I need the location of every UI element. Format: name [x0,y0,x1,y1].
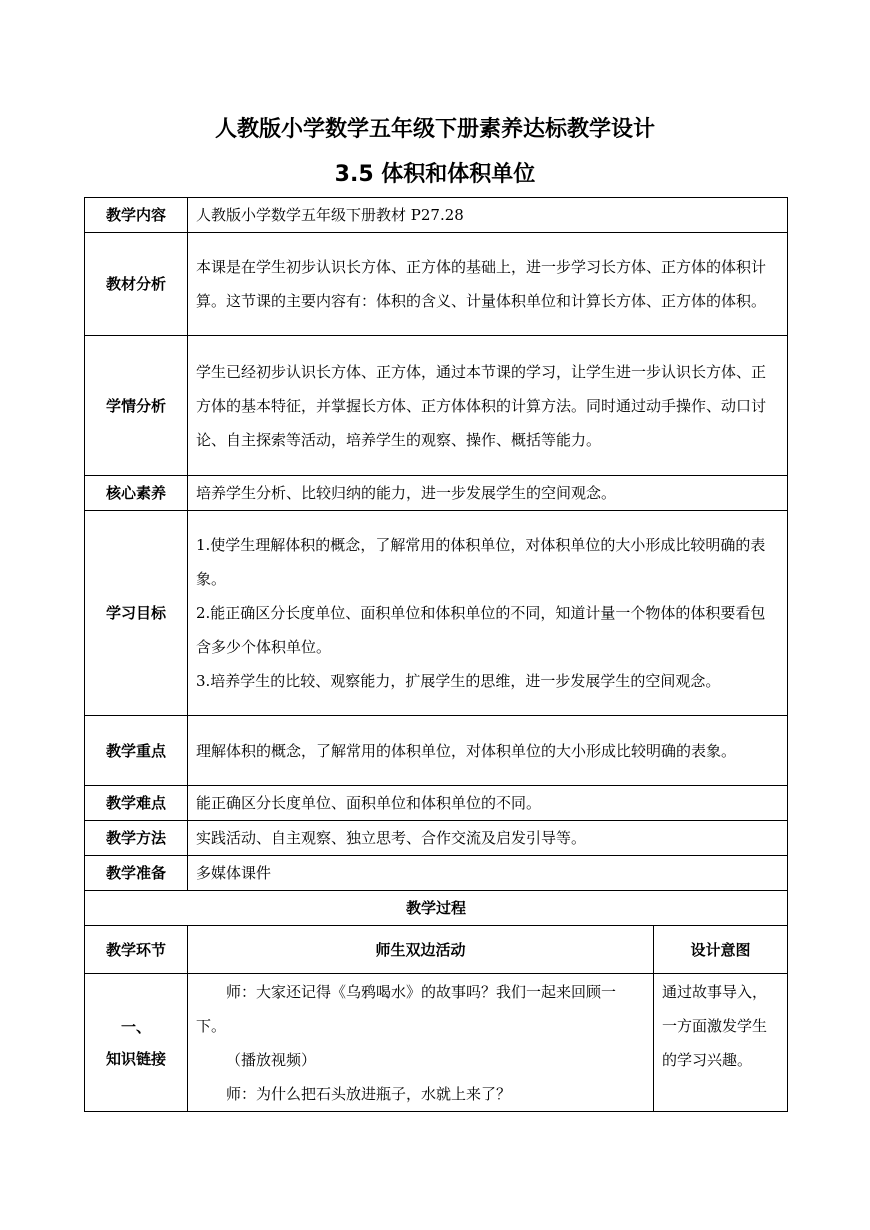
process-column-headers [85,926,788,974]
row-student-analysis [85,336,788,476]
process-row [85,974,788,1112]
row-methods [85,821,788,856]
row-content: 实践活动、自主观察、独立思考、合作交流及启发引导等。 [188,821,788,856]
row-label: 学习目标 [85,511,188,716]
goals-list [188,511,788,716]
row-label: 教学准备 [85,856,188,891]
process-heading: 教学过程 [85,891,788,926]
activity-line: 师：为什么把石头放进瓶子，水就上来了？ [226,1085,512,1103]
lesson-subtitle: 3.5 体积和体积单位 [334,162,536,187]
row-content: 能正确区分长度单位、面积单位和体积单位的不同。 [188,786,788,821]
row-label: 教学难点 [85,786,188,821]
row-content: 培养学生分析、比较归纳的能力，进一步发展学生的空间观念。 [188,476,788,511]
goal-item: 2.能正确区分长度单位、面积单位和体积单位的不同，知道计量一个物体的体积要看包含多少个体积单位。 [196,604,766,656]
column-header-stage: 教学环节 [85,926,188,974]
process-heading-row [85,891,788,926]
row-difficulties [85,786,788,821]
column-header-activity: 师生双边活动 [188,926,654,974]
row-label: 教学重点 [85,716,188,786]
row-label: 教学内容 [85,198,188,233]
row-preparation [85,856,788,891]
design-intent-cell: 通过故事导入，一方面激发学生的学习兴趣。 [654,974,788,1112]
activity-cell [188,974,654,1112]
row-content: 理解体积的概念，了解常用的体积单位，对体积单位的大小形成比较明确的表象。 [188,716,788,786]
row-content: 学生已经初步认识长方体、正方体，通过本节课的学习，让学生进一步认识长方体、正方体的基本特征，并掌握长方体、正方体体积的计算方法。同时通过动手操作、动口讨论、自主探索等活动，培养学生的观察、操作、概括等能力。 [188,336,788,476]
lesson-plan-table [84,197,788,1112]
row-label: 教学方法 [85,821,188,856]
row-content: 人教版小学数学五年级下册教材 P27.28 [188,198,788,233]
row-label: 核心素养 [85,476,188,511]
activity-line: （播放视频） [226,1051,317,1069]
document-title: 人教版小学数学五年级下册素养达标教学设计 [214,117,655,142]
row-core-literacy [85,476,788,511]
stage-name: 知识链接 [105,1049,166,1068]
column-header-intent: 设计意图 [654,926,788,974]
row-learning-goals [85,511,788,716]
row-content: 本课是在学生初步认识长方体、正方体的基础上，进一步学习长方体、正方体的体积计算。这节课的主要内容有：体积的含义、计量体积单位和计算长方体、正方体的体积。 [188,233,788,336]
row-teaching-content [85,198,788,233]
stage-number: 一、 [120,1017,151,1036]
goal-item: 3.培养学生的比较、观察能力，扩展学生的思维，进一步发展学生的空间观念。 [196,672,721,690]
row-key-points [85,716,788,786]
activity-line: 师：大家还记得《乌鸦喝水》的故事吗？我们一起来回顾一下。 [196,983,617,1035]
row-content: 多媒体课件 [188,856,788,891]
row-material-analysis [85,233,788,336]
row-label: 学情分析 [85,336,188,476]
goal-item: 1.使学生理解体积的概念，了解常用的体积单位，对体积单位的大小形成比较明确的表象。 [196,536,766,588]
stage-cell [85,974,188,1112]
row-label: 教材分析 [85,233,188,336]
